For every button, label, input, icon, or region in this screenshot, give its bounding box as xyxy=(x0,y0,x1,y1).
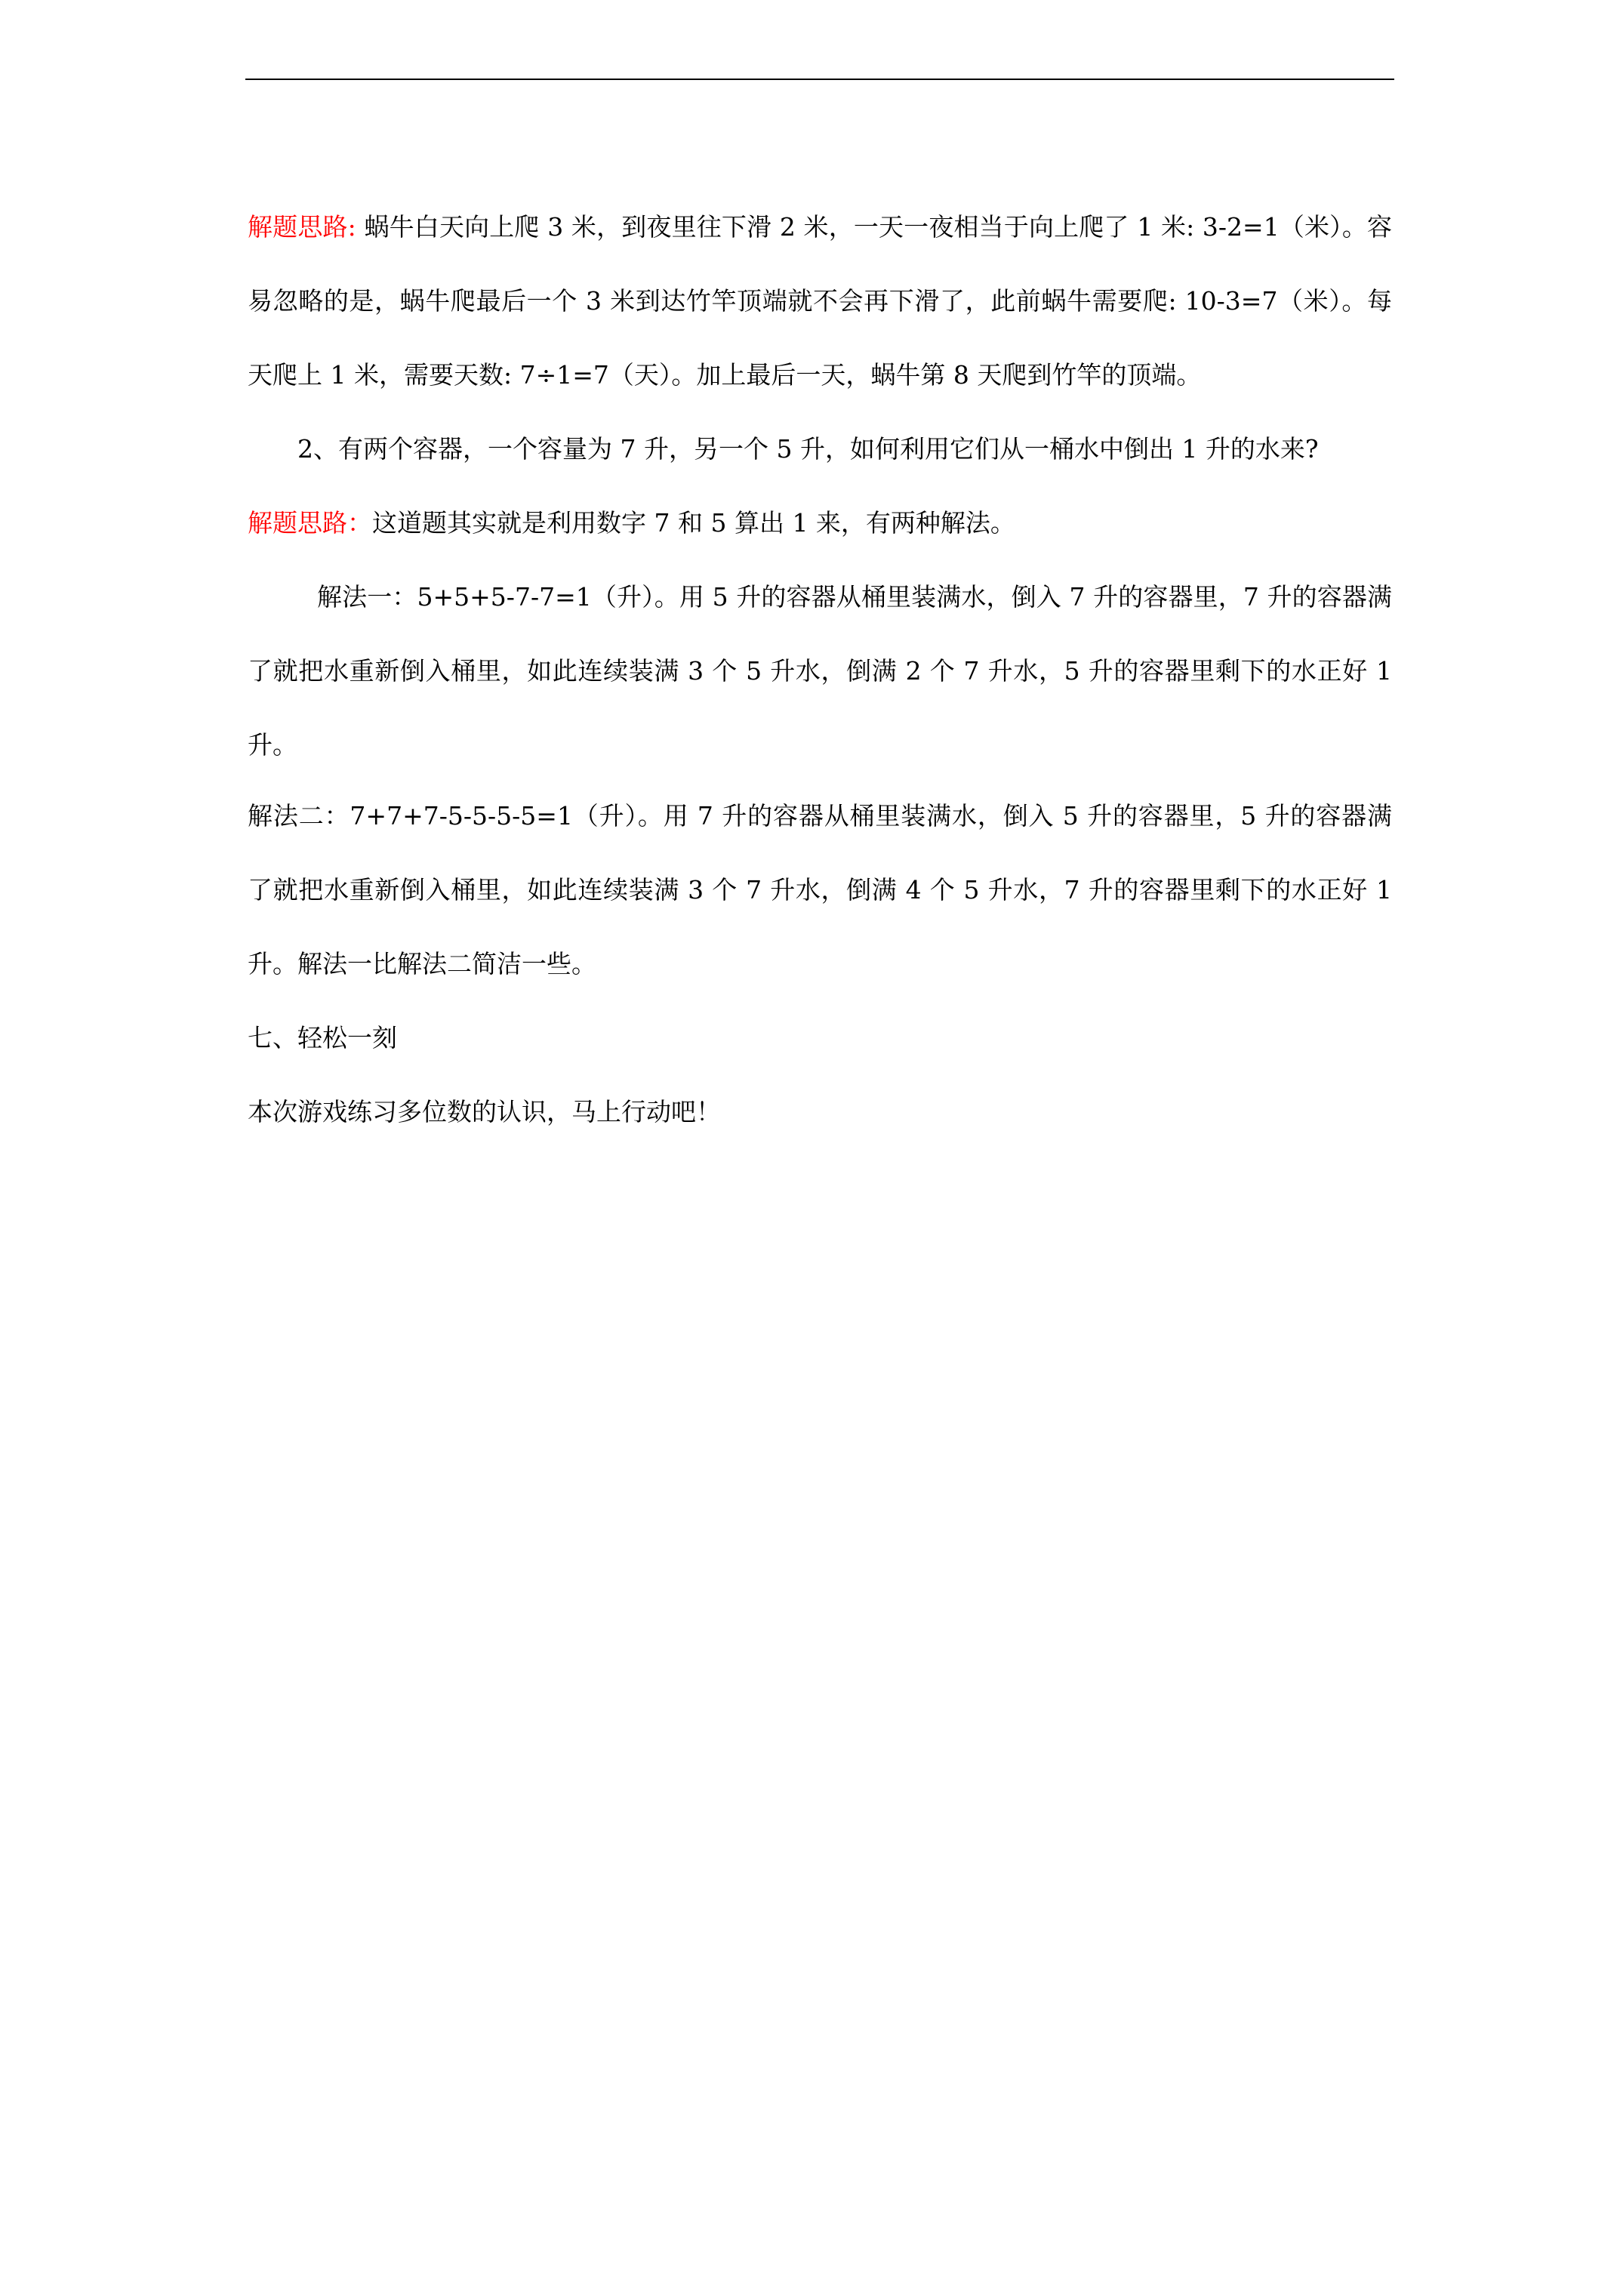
solution-text: 这道题其实就是利用数字 7 和 5 算出 1 来，有两种解法。 xyxy=(372,508,1015,538)
document-body xyxy=(248,190,1392,1149)
method-two: 解法二：7+7+7-5-5-5-5=1（升）。用 7 升的容器从桶里装满水，倒入 5 升的容器里，5 升的容器满了就把水重新倒入桶里，如此连续装满 3 个 7 升水，倒满 4 个 5 升水，7 升的容器里剩下的水正好 1 升。解法一比解法二简洁一些。 xyxy=(248,801,1392,978)
game-intro: 本次游戏练习多位数的认识，马上行动吧！ xyxy=(248,1097,721,1126)
solution-text: 蜗牛白天向上爬 3 米，到夜里往下滑 2 米，一天一夜相当于向上爬了 1 米: 3-2=1（米）。容易忽略的是，蜗牛爬最后一个 3 米到达竹竿顶端就不会再下滑了，此前蜗牛需要爬: 10-3=7（米）。每天爬上 1 米，需要天数: 7÷1=7（天）。加上最后一天，蜗牛第 8 天爬到竹竿的顶端。 xyxy=(248,212,1393,390)
question-2: 2、有两个容器，一个容量为 7 升，另一个 5 升，如何利用它们从一桶水中倒出 1 升的水来? xyxy=(297,434,1319,464)
section-heading-relax: 七、轻松一刻 xyxy=(248,1023,397,1052)
solution-label: 解题思路 xyxy=(248,508,347,538)
solution-paragraph-containers xyxy=(248,486,1392,560)
solution-label-separator: : xyxy=(347,212,356,242)
solution-paragraph-snail xyxy=(248,190,1392,412)
method-one: 解法一：5+5+5-7-7=1（升）。用 5 升的容器从桶里装满水，倒入 7 升的容器里，7 升的容器满了就把水重新倒入桶里，如此连续装满 3 个 5 升水，倒满 2 个 7 升水，5 升的容器里剩下的水正好 1 升。 xyxy=(248,582,1392,760)
solution-label: 解题思路 xyxy=(248,212,348,242)
header-rule xyxy=(245,79,1394,80)
solution-label-separator: ： xyxy=(347,508,372,538)
